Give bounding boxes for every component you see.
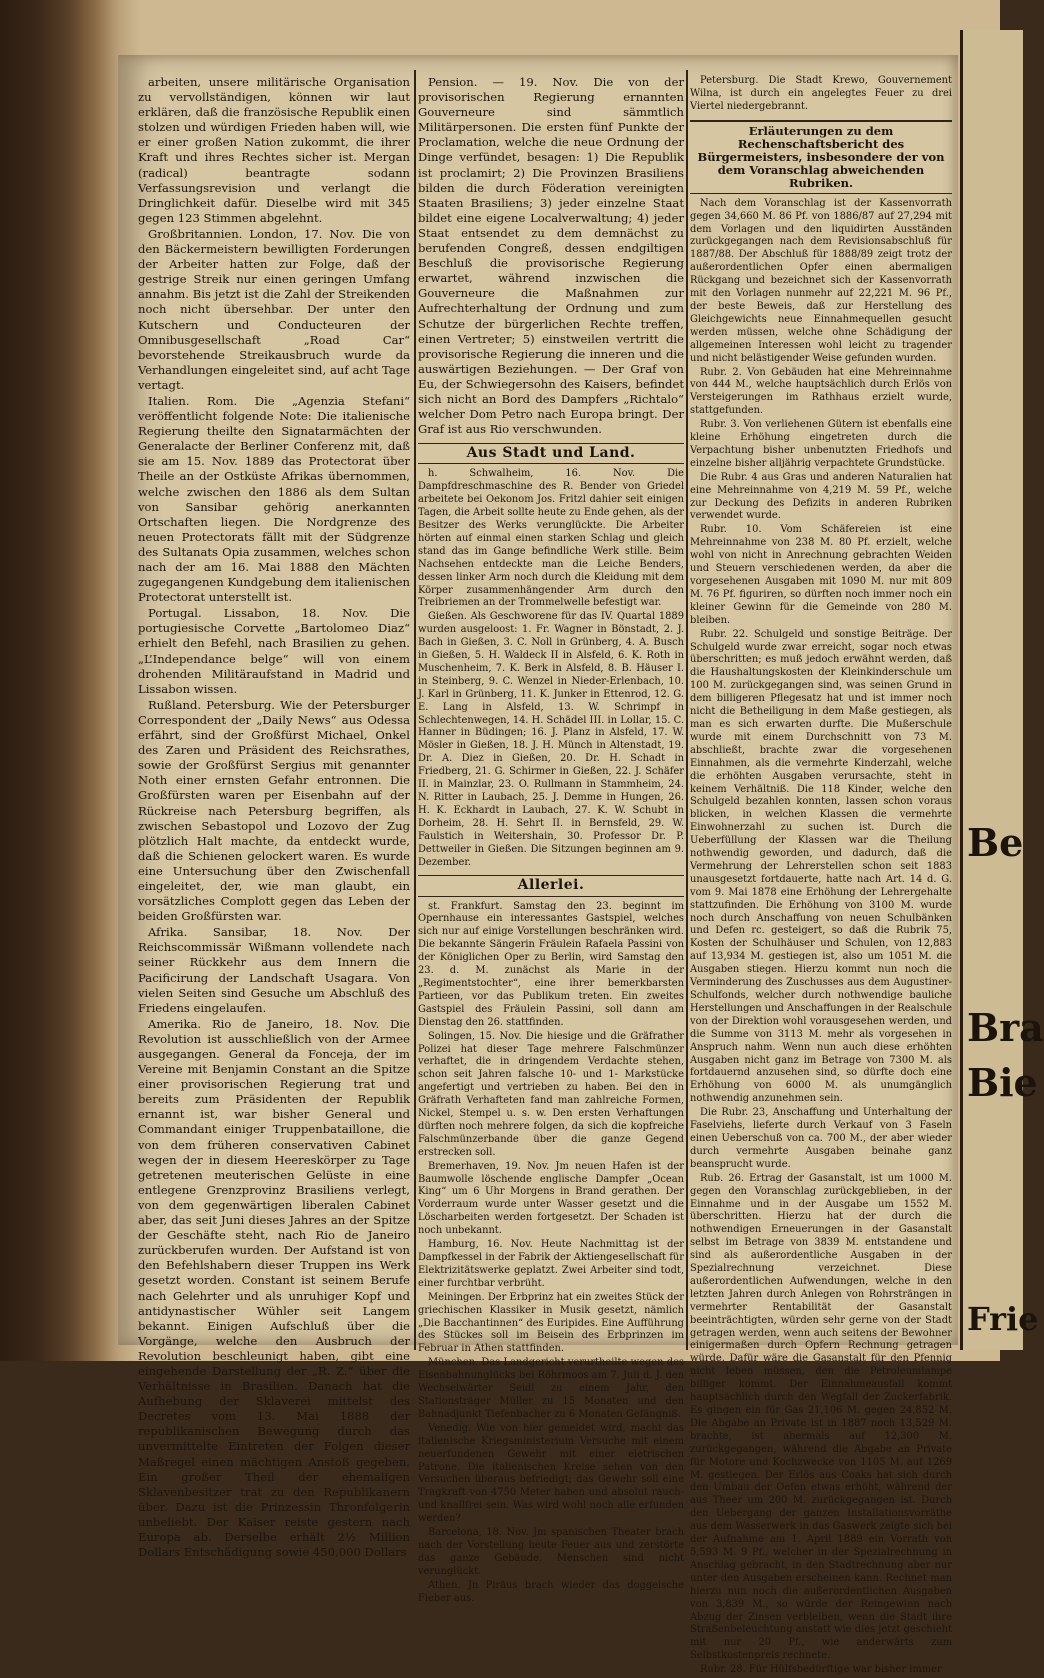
article-paragraph: Solingen, 15. Nov. Die hiesige und die Gräfrather Polizei hat dieser Tage mehrere Falschmünzer verhaftet, die in dringendem Verdachte stehen, schon seit Jahren falsche 10- und 1- Markstücke angefertigt und vertrieben zu haben. Bei den in Gräfrath Verhafteten fand man zahlreiche Formen, Nickel, Stempel u. s. w. Den ersten Verhaftungen dürften noch mehrere folgen, da sich die kopfreiche Falschmünzerbande über die ganze Gegend erstrecken soll. — [418, 1030, 684, 1158]
article-paragraph: Rubr. 28. Für Hülfsbedürftige war bisher immer — [700, 1664, 942, 1676]
column-rule — [686, 70, 688, 1350]
adjacent-page-letters: Be — [967, 820, 1024, 865]
article-paragraph: Großbritannien. London, 17. Nov. Die von den Bäckermeistern bewilligten Forderungen der Arbeiter hatten zur Folge, daß der gestrige Streik nur einen geringen Umfang annahm. Bis jetzt ist die Zahl der Streikenden noch nicht übersehbar. Der unter den Kutschern und Conducteuren der Omnibusgesellschaft „Road Car“ bevorstehende Streikausbruch wurde da Verhandlungen eingeleitet sind, auf acht Tage vertagt. — [138, 226, 410, 392]
article-paragraph: München. Das Landgericht verurtheilte wegen des Eisenbahnunglücks bei Röhrmoos am 7. Juli d. J. den Wechselwärter Seidl zu einem Jahr, den Stationsträger Müller zu 15 Monaten und den Bahnadjunkt Tiefenbacher zu 6 Monaten Gefängniß. — [418, 1357, 684, 1420]
article-paragraph: h. Schwalheim, 16. Nov. Die Dampfdreschmaschine des R. Bender von Griedel arbeitete bei Oekonom Jos. Fritzl dahier seit einigen Tagen, die Arbeit sollte heute zu Ende gehen, als der Besitzer des Werks verunglückte. Die Arbeiter hörten auf einmal einen starken Schlag und gleich stand das im Gange befindliche Werk stille. Beim Nachsehen entdeckte man die Leiche Benders, dessen linker Arm noch durch die Kleidung mit dem Körper zusammenhängender Arm durch den Treibriemen an der Trommelwelle befestigt war. — [418, 468, 684, 609]
article-paragraph: Venedig. Wie von hier gemeldet wird, macht das italienische Kriegsministerium Versuche mit einem neuerfundenen Gewehr mit einer eletrischen Patrone. Die italienischen Kreise sehen von den Versuchen überaus befriedigt; das Gewehr soll eine Tragkraft von 4750 Meter haben und absolut rauch- und knallfrei sein. Was wird wohl noch alle erfunden werden? — [418, 1422, 684, 1525]
adjacent-page-letters: Bra — [967, 1005, 1044, 1050]
section-heading-erlaeuterungen: Erläuterungen zu dem Rechenschaftsbericht des Bürgermeisters, insbesondere der von dem Voranschlag abweichenden Rubriken. — [690, 120, 952, 194]
article-paragraph: Italien. Rom. Die „Agenzia Stefani“ veröffentlicht folgende Note: Die italienische Regierung theilte den Signatarmächten der Generalacte der Berliner Conferenz mit, daß sie am 15. Nov. 1889 das Protectorat über Theile an der Ostküste Afrikas übernommen, welche zwischen den 1886 als dem Sultan von Sansibar gehörig anerkannten Ortschaften liegen. Die Nordgrenze des neuen Protectorats fällt mit der Südgrenze des Sultanats Opia zusammen, welches schon nach der am 16. Mai 1888 den Mächten zugegangenen Kundgebung dem italienischen Protectorat unterstellt ist. — [138, 393, 410, 605]
article-paragraph: Petersburg. Die Stadt Krewo, Gouvernement Wilna, ist durch ein angelegtes Feuer zu drei Viertel niedergebrannt. — [690, 75, 952, 112]
column-3 — [690, 75, 952, 1678]
article-paragraph: Die Rubr. 4 aus Gras und anderen Naturalien hat eine Mehreinnahme von 4,219 M. 59 Pf., welche zur Deckung des Defizits in anderen Rubriken verwendet wurde. — [690, 471, 952, 522]
article-paragraph: Rubr. 10. Vom Schäfereien ist eine Mehreinnahme von 238 M. 80 Pf. erzielt, welche wohl von nicht in Anrechnung gebrachten Weiden und Steuern verschiedenen werden, da aber die vorgesehenen Ausgaben mit 1090 M. nur mit 809 M. 76 Pf. figuriren, so dürften noch immer noch ein kleiner Gewinn für die Gemeinde von 280 M. bleiben. — [690, 524, 952, 626]
article-paragraph: Rubr. 3. Von verliehenen Gütern ist ebenfalls eine kleine Erhöhung eingetreten durch die Verpachtung bisher unbenutzten Friedhofs und einzelne bisher alljährig verpachtete Grundstücke. — [690, 419, 952, 469]
article-paragraph: Amerika. Rio de Janeiro, 18. Nov. Die Revolution ist ausschließlich von der Armee ausgegangen. General da Fonceja, der im Vereine mit Benjamin Constant an die Spitze einer provisorischen Regierung trat und bereits zum Präsidenten der Republik ernannt ist, war bisher General und Commandant einiger Truppenbataillone, die von dem früheren conservativen Cabinet wegen der in diesem Heereskörper zu Tage getretenen meuterischen Gelüste in eine entlegene Grenzprovinz Brasiliens verlegt, von dem gegenwärtigen liberalen Cabinet aber, das seit Juni dieses Jahres an der Spitze der Geschäfte steht, nach Rio de Janeiro zurückberufen wurden. Der Aufstand ist von den Befehlshabern dieser Truppen ins Werk gesetzt worden. Constant ist seinem Berufe nach Gelehrter und als unruhiger Kopf und antidynastischer Wühler seit Langem bekannt. Einigen Aufschluß über die Vorgänge, welche den Ausbruch der Revolution beschleunigt haben, gibt eine eingehende Darstellung der „R. Z.“ über die Verhältnisse in Brasilien. Danach hat die Aufhebung der Sklaverei mittelst des Decretes vom 13. Mai 1888 der republikanischen Bewegung durch das unvermittelte Eintreten der Folgen dieser Maßregel einen mächtigen Anstoß gegeben. Ein großer Theil der ehemaligen Sklavenbesitzer trat zu den Republikanern über. Dazu ist die Prinzessin Thronfolgerin unbeliebt. Der Kaiser reiste gestern nach Europa ab. Derselbe erhält 2½ Million Dollars Entschädigung sowie 450,000 Dollars — [138, 1016, 410, 1560]
article-paragraph: Hamburg, 16. Nov. Heute Nachmittag ist der Dampfkessel in der Fabrik der Aktiengesellschaft für Elektrizitätswerke geplatzt. Zwei Arbeiter sind todt, einer furchtbar verbrüht. — [418, 1239, 684, 1289]
article-paragraph: Afrika. Sansibar, 18. Nov. Der Reichscommissär Wißmann vollendete nach seiner Rückkehr aus dem Innern die Pacificirung der Landschaft Usagara. Von vielen Seiten sind Gesuche um Abschluß des Friedens eingelaufen. — [138, 925, 410, 1015]
article-paragraph: Nach dem Voranschlag ist der Kassenvorrath gegen 34,660 M. 86 Pf. von 1886/87 auf 27,294 mit dem Vorlagen und den liquidirten Ausständen zurückgegangen nach dem Revisionsabschluß für 1887/88. Der Abschluß für 1888/89 zeigt trotz der außerordentlichen Opfer einen abermaligen Rückgang und bezeichnet sich der Kassenvorrath mit den Vorlagen nunmehr auf 22,221 M. 96 Pf., der beste Beweis, daß zur Herstellung des Gleichgewichts neue Einnahmequellen gesucht werden müssen, welche ohne Schädigung der allgemeinen Interessen wohl leicht zu tragender und nicht belästigender Weise gefunden wurden. — [690, 197, 952, 364]
article-paragraph: Athen. Jn Piräus brach wieder das doggeische Fieber aus. — [418, 1579, 684, 1604]
miscellaneous-news — [418, 901, 684, 1606]
article-paragraph: Rubr. 2. Von Gebäuden hat eine Mehreinnahme von 444 M., welche hauptsächlich durch Erlös von Versteigerungen im Rathhaus erzielt wurde, stattgefunden. — [690, 366, 952, 417]
adjacent-page-letters: Bie — [967, 1060, 1038, 1105]
local-news — [418, 468, 684, 869]
column-1 — [138, 75, 410, 1561]
article-paragraph: Rub. 26. Ertrag der Gasanstalt, ist um 1000 M. gegen den Voranschlag zurückgeblieben, in der Einnahme und in der Ausgabe um 1552 M. überschritten. Hierzu hat der durch die nothwendigen Erneuerungen in der Gasanstalt selbst im Betrage von 3839 M. entstandene und sind als außerordentliche Ausgaben in der Spezialrechnung verzeichnet. Diese außerordentlichen Aufwendungen, welche in den letzten Jahren durch Anlegen von Rohrsträngen in vermehrter Rentabilität der Gasanstalt beeinträchtigten, würden sehr gerne von der Stadt getragen werden, wenn auch seitens der Bewohner einigermaßen durch Opfern Rechnung getragen würde. Dafür wäre die Gasanstalt für den Pfennig nicht leben müssen, den die Petroleumlampe billiger kommt. Der Einnahmeausfall kommt hauptsächlich durch den Wegfall der Zuckerfabrik. Es gingen ein für Gas 21,106 M. gegen 24,852 M. Die Abgabe an Private ist in 1887 noch 13,529 M. brachte, ist abermals auf 12,300 M. zurückgegangen, während die Abgabe an Private für Motore und Kochzwecke von 1105 M. auf 1269 M. gestiegen. Der Erlös aus Coaks hat sich durch den Umbau der Oefen etwas erhöht, während der aus Theer um 200 M. zurückgegangen ist. Durch den Uebergang der ganzen Installationsvorräthe aus dem Wasserwerk in das Gaswerk zeigte sich bei der Aufnahme am 1. April 1889 ein Vorrath von 5,593 M. 9 Pf., welcher in der Spezialrechnung in Anschlag gebracht, in den Stadtrechnung aber nur unter den Ausgaben erscheinen kann. Rechnet man hierzu nun noch die außerordentlichen Ausgaben von 3,839 M., so würde der Reingewinn nach Abzug der Zinsen verbleiben, wenn die Stadt ihre Straßenbeleuchtung anstatt wie dies jetzt geschieht mit nur 20 Pf., wie anderwärts zum Selbstkostenpreis rechnete. — [690, 1172, 952, 1662]
article-paragraph: Portugal. Lissabon, 18. Nov. Die portugiesische Corvette „Bartolomeo Diaz“ erhielt den Befehl, nach Brasilien zu gehen. „L’Independance belge“ will von einem drohenden Militäraufstand in Madrid und Lissabon wissen. — [138, 606, 410, 696]
section-heading-allerlei: Allerlei. — [418, 875, 684, 896]
article-paragraph: Pension. — 19. Nov. Die von der provisorischen Regierung ernannten Gouverneure sind sämmtlich Militärpersonen. Die ersten fünf Punkte der Proclamation, welche die neue Ordnung der Dinge verfündet, besagen: 1) Die Republik ist proclamirt; 2) Die Provinzen Brasiliens bilden die durch Föderation vereinigten Staaten Brasiliens; 3) jeder einzelne Staat bildet eine eigene Localverwaltung; 4) jeder Staat entsendet zu dem demnächst zu berufenden Congreß, dessen endgiltigen Beschluß die provisorische Regierung erwartet, während inzwischen die Gouverneure die Maßnahmen zur Aufrechterhaltung der Ordnung und zum Schutze der bürgerlichen Rechte treffen, einen Vertreter; 5) einstweilen vertritt die provisorische Regierung die inneren und die auswärtigen Beziehungen. — Der Graf von Eu, der Schwiegersohn des Kaisers, befindet sich nicht an Bord des Dampfers „Richtalo“ welcher Dom Petro nach Europa bringt. Der Graf ist aus Rio verschwunden. — [418, 75, 684, 437]
column-2 — [418, 75, 684, 1606]
article-paragraph: Meiningen. Der Erbprinz hat ein zweites Stück der griechischen Klassiker in Musik gesetzt, nämlich „Die Bacchantinnen“ des Euripides. Eine Aufführung des Stückes soll im Beisein des Erbprinzen im Februar in Athen stattfinden. — [418, 1291, 684, 1355]
article-paragraph: Die Rubr. 23, Anschaffung und Unterhaltung der Faselviehs, lieferte durch Verkauf von 3 Faseln einen Ueberschuß von ca. 700 M., der aber wieder durch vermehrte Ausgaben beinahe ganz beansprucht wurde. — [690, 1107, 952, 1170]
section-heading-stadt-und-land: Aus Stadt und Land. — [418, 443, 684, 464]
article-paragraph: arbeiten, unsere militärische Organisation zu vervollständigen, können wir laut erklären, daß die französische Republik einen stolzen und würdigen Frieden haben will, wie er einer großen Nation zukommt, die ihrer Kraft und ihres Rechtes sicher ist. Mergan (radical) beantragte sodann Verfassungsrevision und verlangt die Dringlichkeit dafür. Dieselbe wird mit 345 gegen 123 Stimmen abgelehnt. — [138, 75, 410, 225]
article-paragraph: Rußland. Petersburg. Wie der Petersburger Correspondent der „Daily News“ aus Odessa erfährt, sind der Großfürst Michael, Onkel des Zaren und Präsident des Reichsrathes, sowie der Großfürst Sergius mit genannter Noth einer ernsten Gefahr entronnen. Die Großfürsten waren per Eisenbahn auf der Rückreise nach Petersburg begriffen, als zwischen Sebastopol und Lozovo der Zug plötzlich Halt machte, da entdeckt wurde, daß die Schienen gelockert waren. Es wurde eine Untersuchung über den Zwischenfall eingeleitet, der, wie man glaubt, ein vorsätzliches Complott gegen das Leben der beiden Großfürsten war. — [138, 697, 410, 924]
column-rule — [414, 70, 416, 1350]
article-paragraph: st. Frankfurt. Samstag den 23. beginnt im Opernhause ein interessantes Gastspiel, welches sich nur auf einige Vorstellungen beschränken wird. Die bekannte Sängerin Fräulein Rafaela Passini von der Königlichen Oper zu Berlin, wird Samstag den 23. d. M. zunächst als Marie in der „Regimentstochter“, eine ihrer bemerkbarsten Partieen, vor das Publikum treten. Ein zweites Gastspiel des Fräulein Passini, soll dann am Dienstag den 26. stattfinden. — [418, 900, 684, 1028]
adjacent-page-letters: Frie — [967, 1300, 1039, 1338]
article-paragraph: Gießen. Als Geschworene für das IV. Quartal 1889 wurden ausgeloost: 1. Fr. Wagner in Bönstadt, 2. J. Bach in Gießen, 3. C. Noll in Grünberg, 4. A. Busch in Gießen, 5. H. Waldeck II in Alsfeld, 6. K. Roth in Muschenheim, 7. K. Berk in Alsfeld, 8. B. Häuser I. in Steinberg, 9. C. Wenzel in Nieder-Erlenbach, 10. J. Karl in Grünberg, 11. K. Junker in Ettenrod, 12. G. E. Lang in Alsfeld, 13. W. Schrimpf in Schlechtenwegen, 14. H. Schädel III. in Lollar, 15. C. Hanner in Büdingen; 16. J. Planz in Alsfeld, 17. W. Mösler in Gießen, 18. J. H. Münch in Altenstadt, 19. Dr. A. Diez in Gießen, 20. Dr. H. Schadt in Friedberg, 21. G. Schirmer in Gießen, 22. J. Schäfer II. in Mainzlar, 23. O. Rullmann in Stammheim, 24. N. Ritter in Laubach, 25. J. Demme in Hungen, 26. H. K. Eckhardt in Laubach, 27. K. W. Schubt in Dorheim, 28. H. Sehrt II. in Bernsfeld, 29. W. Faulstich in Weitershain, 30. Professor Dr. P. Dettweiler in Gießen. Die Sitzungen beginnen am 9. Dezember. — [418, 611, 685, 868]
article-paragraph: Rubr. 22. Schulgeld und sonstige Beiträge. Der Schulgeld wurde zwar erreicht, sogar noch etwas überschritten; es muß jedoch erwähnt werden, daß die Haushaltungskosten der Kleinkinderschule um 100 M. zurückgegangen sind, was seinen Grund in dem billigeren Pflegesatz hat und ist immer noch nicht die Betheiligung in dem Maße gestiegen, als man es sich erwarten durfte. Die Mußerschule wurde mit einem Durchschnitt von 73 M. abschließt, brachte zwar die vorgesehenen Einnahmen, als die vermehrte Kinderzahl, welche die erhöhten Ausgaben verursachte, steht in keinem Verhältniß. Die 118 Kinder, welche den Schulgeld bezahlen konnten, lassen schon voraus blicken, in welchen Klassen die vermehrte Einwohnerzahl zu suchen ist. Durch die Ueberfüllung der Klassen war die Theilung nothwendig geworden, und dadurch, daß die Vermehrung der Lehrerstellen schon seit 1883 unausgesetzt fortdauerte, hatte nach Art. 14 d. G. vom 9. Mai 1878 eine Erhöhung der Lehrergehalte stattzufinden. Die Erhöhung von 3100 M. wurde noch durch Anschaffung von neuen Schulbänken und Defen rc. gesteigert, so daß die Rubrik 75, Kosten der Schulhäuser und Schulen, von 12,883 auf 13,934 M. gestiegen ist, also um 1051 M. die Ausgaben stiegen. Hierzu kommt nun noch die Verminderung des Zuschusses aus dem Augustiner-Schulfonds, welcher durch nothwendige bauliche Herstellungen und Anschaffungen in der Realschule von der Direktion wohl vorausgesehen werden, und die Summe von 3113 M. mehr als vorgesehen in Anspruch nahm. Wenn nun auch diese erhöhten Ausgaben nicht ganz im Betrage von 7300 M. als fortdauernd anzusehen sind, so dürfte doch eine Erhöhung von 6000 M. als unumgänglich nothwendig anzunehmen sein. — [690, 628, 953, 1105]
article-paragraph: Bremerhaven, 19. Nov. Jm neuen Hafen ist der Baumwolle löschende englische Dampfer „Ocean King“ um 6 Uhr Morgens in Brand gerathen. Der Vorderraum wurde unter Wasser gesetzt und die Löscharbeiten werden fortgesetzt. Der Schaden ist noch unbekannt. — [418, 1160, 684, 1237]
adjacent-page-fragment — [960, 30, 1044, 1350]
article-paragraph: Barcelona, 18. Nov. Jm spanischen Theater brach nach der Vorstellung heute Feuer aus und zerstörte das ganze Gebäude. Menschen sind nicht verunglückt. — [418, 1527, 684, 1577]
